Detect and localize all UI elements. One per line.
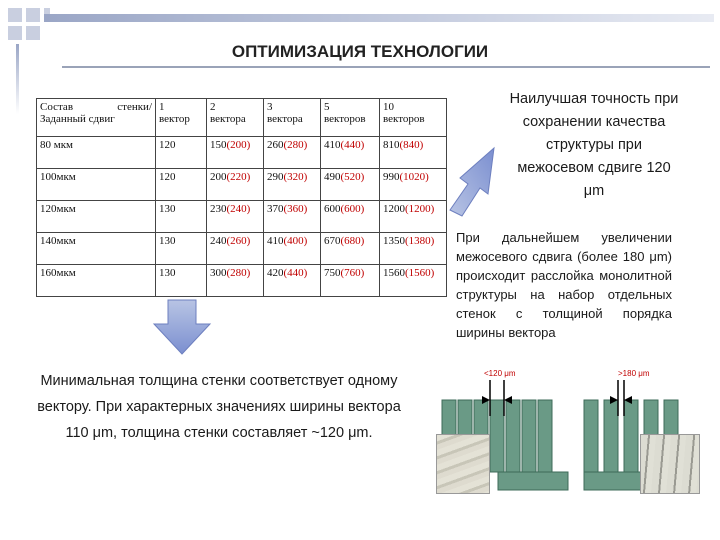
- table-row: 120мкм 130 230(240) 370(360) 600(600) 1200(1200): [37, 201, 447, 233]
- shift-thickness-table: [36, 98, 447, 297]
- table-header-row: [37, 99, 447, 137]
- micrograph-right: [640, 434, 700, 494]
- arrow-up-right-icon: [446, 138, 506, 218]
- label-shift-small: <120 μm: [484, 369, 516, 378]
- arrow-down-icon: [152, 298, 212, 358]
- top-bar: [44, 14, 714, 22]
- header-col-1: 1 вектор: [156, 99, 207, 137]
- table-row: 160мкм 130 300(280) 420(440) 750(760) 1560(1560): [37, 265, 447, 297]
- best-accuracy-note: Наилучшая точность при сохранении качества структуры при межосевом сдвиге 120 μm: [509, 91, 679, 199]
- table-row: 80 мкм 120 150(200) 260(280) 410(440) 810(840): [37, 137, 447, 169]
- header-col-5: 5 векторов: [321, 99, 380, 137]
- micrograph-left: [436, 434, 490, 494]
- table-row: 140мкм 130 240(260) 410(400) 670(680) 1350(1380): [37, 233, 447, 265]
- header-col-3: 3 вектора: [264, 99, 321, 137]
- delamination-note: При дальнейшем увеличении межосевого сдвига (более 180 μm) происходит расслойка монолитной структуры на набор отдельных стенок с толщиной порядка ширины вектора: [456, 230, 672, 340]
- header-col-2: 2 вектора: [207, 99, 264, 137]
- label-shift-large: >180 μm: [618, 369, 650, 378]
- min-thickness-note: Минимальная толщина стенки соответствует одному вектору. При характерных значениях ширины вектора 110 μm, толщина стенки составляет ~120 μm.: [37, 373, 401, 441]
- slide-title: ОПТИМИЗАЦИЯ ТЕХНОЛОГИИ: [231, 42, 489, 61]
- title-divider: [62, 66, 710, 68]
- table-row: 100мкм 120 200(220) 290(320) 490(520) 990(1020): [37, 169, 447, 201]
- header-composition: Состав стенки/ Заданный сдвиг: [37, 99, 156, 137]
- header-col-10: 10 векторов: [380, 99, 447, 137]
